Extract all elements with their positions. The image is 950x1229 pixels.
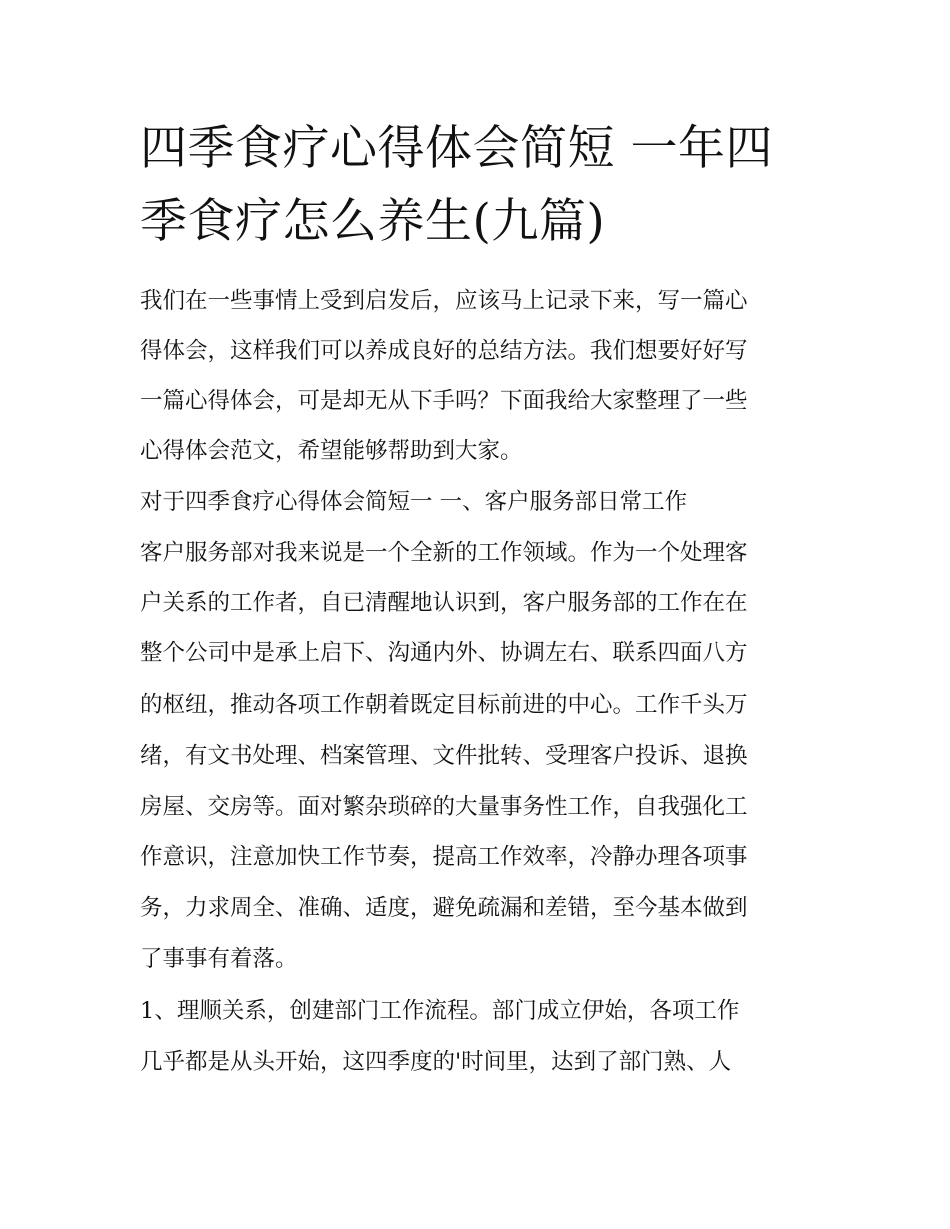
section-paragraph-line-7: 作意识，注意加快工作节奏，提高工作效率，冷静办理各项事 [140, 844, 748, 870]
section-paragraph-line-2: 户关系的工作者，自已清醒地认识到，客户服务部的工作在在 [140, 590, 748, 616]
intro-paragraph-line-3: 一篇心得体会，可是却无从下手吗？下面我给大家整理了一些 [140, 388, 748, 414]
intro-paragraph-line-2: 得体会，这样我们可以养成良好的总结方法。我们想要好好写 [140, 338, 748, 364]
section-paragraph-line-3: 整个公司中是承上启下、沟通内外、协调左右、联系四面八方 [140, 640, 748, 666]
section-heading: 对于四季食疗心得体会简短一 一、客户服务部日常工作 [140, 489, 688, 515]
item-paragraph-line-1: 1、理顺关系，创建部门工作流程。部门成立伊始，各项工作 [140, 998, 740, 1024]
section-paragraph-line-5: 绪，有文书处理、档案管理、文件批转、受理客户投诉、退换 [140, 743, 748, 769]
section-paragraph-line-8: 务，力求周全、准确、适度，避免疏漏和差错，至今基本做到 [140, 895, 748, 921]
section-paragraph-line-1: 客户服务部对我来说是一个全新的工作领域。作为一个处理客 [140, 540, 748, 566]
document-title-line-2: 季食疗怎么养生(九篇) [140, 194, 606, 249]
item-paragraph-line-2: 几乎都是从头开始，这四季度的'时间里，达到了部门熟、人 [140, 1049, 732, 1075]
section-paragraph-line-4: 的枢纽，推动各项工作朝着既定目标前进的中心。工作千头万 [140, 692, 748, 718]
intro-paragraph-line-4: 心得体会范文，希望能够帮助到大家。 [140, 438, 523, 464]
document-title-line-1: 四季食疗心得体会简短 一年四 [140, 121, 773, 176]
section-paragraph-line-9: 了事事有着落。 [140, 946, 298, 972]
intro-paragraph-line-1: 我们在一些事情上受到启发后，应该马上记录下来，写一篇心 [140, 288, 748, 314]
section-paragraph-line-6: 房屋、交房等。面对繁杂琐碎的大量事务性工作，自我强化工 [140, 794, 748, 820]
